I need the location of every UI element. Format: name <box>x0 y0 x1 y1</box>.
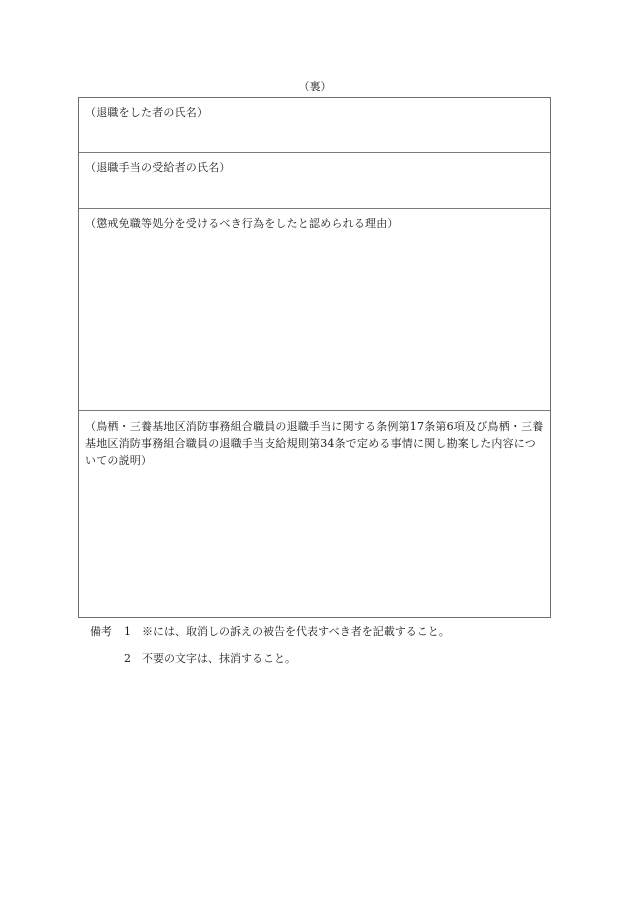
retiree-name-value[interactable] <box>85 121 544 138</box>
disciplinary-reason-field[interactable] <box>79 209 550 411</box>
disciplinary-reason-value[interactable] <box>85 232 544 249</box>
retiree-name-label: （退職をした者の氏名） <box>85 106 209 119</box>
remark-item <box>90 652 560 666</box>
remarks-section <box>90 625 560 679</box>
remarks-heading: 備考 <box>90 625 112 638</box>
remark-number: 2 <box>124 652 131 665</box>
recipient-name-field[interactable] <box>79 153 550 209</box>
considered-circumstances-field[interactable] <box>79 411 550 617</box>
remark-item <box>90 625 560 639</box>
retiree-name-field[interactable] <box>79 98 550 153</box>
recipient-name-label: （退職手当の受給者の氏名） <box>85 161 231 174</box>
page-heading: （裏） <box>298 80 332 93</box>
considered-circumstances-value[interactable] <box>85 469 544 486</box>
remark-text: ※には、取消しの訴えの被告を代表すべき者を記載すること。 <box>142 625 450 638</box>
remark-text: 不要の文字は、抹消すること。 <box>142 652 296 665</box>
disciplinary-reason-label: （懲戒免職等処分を受けるべき行為をしたと認められる理由） <box>85 217 399 230</box>
recipient-name-value[interactable] <box>85 176 544 193</box>
remark-number: 1 <box>124 625 131 638</box>
form-table <box>78 97 551 618</box>
considered-circumstances-label: （鳥栖・三養基地区消防事務組合職員の退職手当に関する条例第17条第6項及び鳥栖・三養基地区消防事務組合職員の退職手当支給規則第34条で定める事情に関し勘案した内容についての説明） <box>85 420 544 467</box>
